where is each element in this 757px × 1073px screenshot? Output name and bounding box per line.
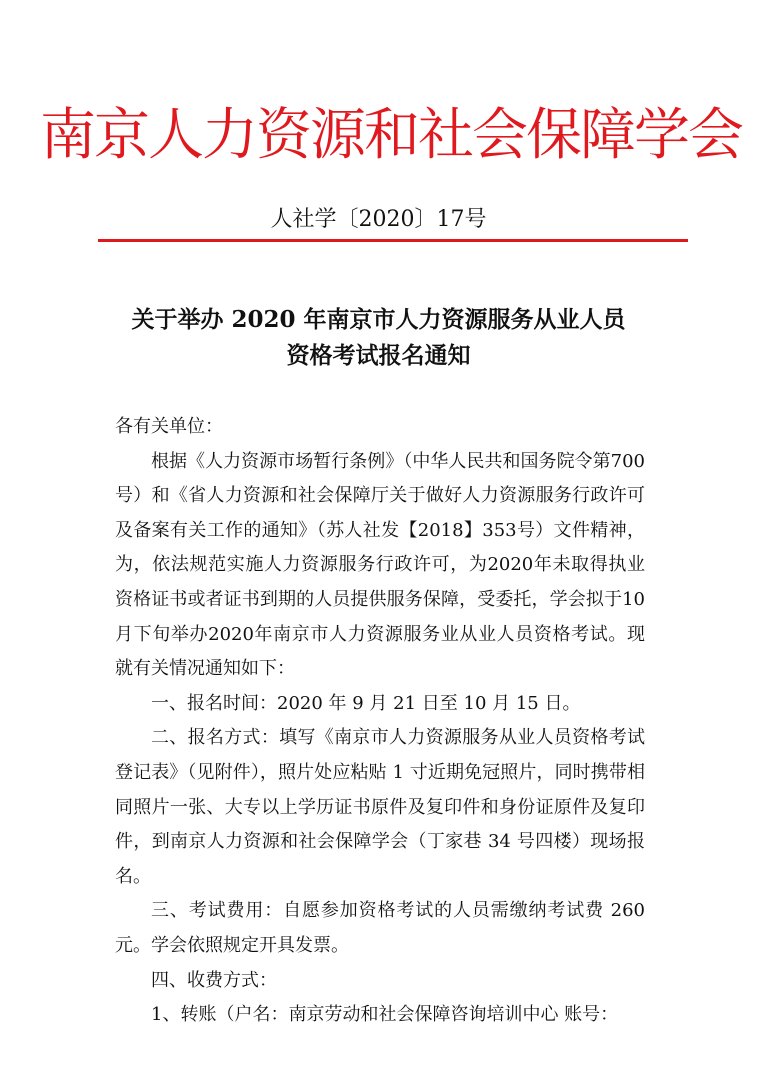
paragraph-intro: 根据《人力资源市场暂行条例》（中华人民共和国务院令第700号）和《省人力资源和社会保障厅关于做好人力资源服务行政许可及备案有关工作的通知》（苏人社发【2018】353号）文件精神，为，依法规范实施人力资源服务行政许可，为2020年未取得执业资格证书或者证书到期的人员提供服务保障，受委托，学会拟于10月下旬举办2020年南京市人力资源服务业从业人员资格考试。现就有关情况通知如下： — [115, 450, 645, 680]
red-divider-line — [98, 239, 688, 242]
paragraph-transfer: 1、转账（户名：南京劳动和社会保障咨询培训中心 账号： — [151, 1004, 619, 1026]
notice-title — [40, 302, 717, 374]
paragraph-payment-method: 四、收费方式： — [151, 969, 277, 991]
notice-title-line-2: 资格考试报名通知 — [286, 342, 471, 369]
salutation: 各有关单位： — [115, 416, 223, 437]
paragraph-exam-fee: 三、考试费用：自愿参加资格考试的人员需缴纳考试费 260 元。学会依照规定开具发票。 — [115, 900, 645, 956]
paragraph-registration-time: 一、报名时间：2020 年 9 月 21 日至 10 月 15 日。 — [151, 692, 581, 714]
notice-title-line-1: 关于举办 2020 年南京市人力资源服务从业人员 — [131, 306, 626, 333]
paragraph-registration-method: 二、报名方式：填写《南京市人力资源服务从业人员资格考试登记表》（见附件），照片处应粘贴 1 寸近期免冠照片，同时携带相同照片一张、大专以上学历证书原件及复印件和身份证原件及复印件，到南京人力资源和社会保障学会（丁家巷 34 号四楼）现场报名。 — [115, 727, 645, 887]
document-number: 人社学〔2020〕17号 — [270, 207, 487, 232]
notice-body — [115, 410, 645, 1033]
organization-title: 南京人力资源和社会保障学会 — [40, 103, 742, 168]
